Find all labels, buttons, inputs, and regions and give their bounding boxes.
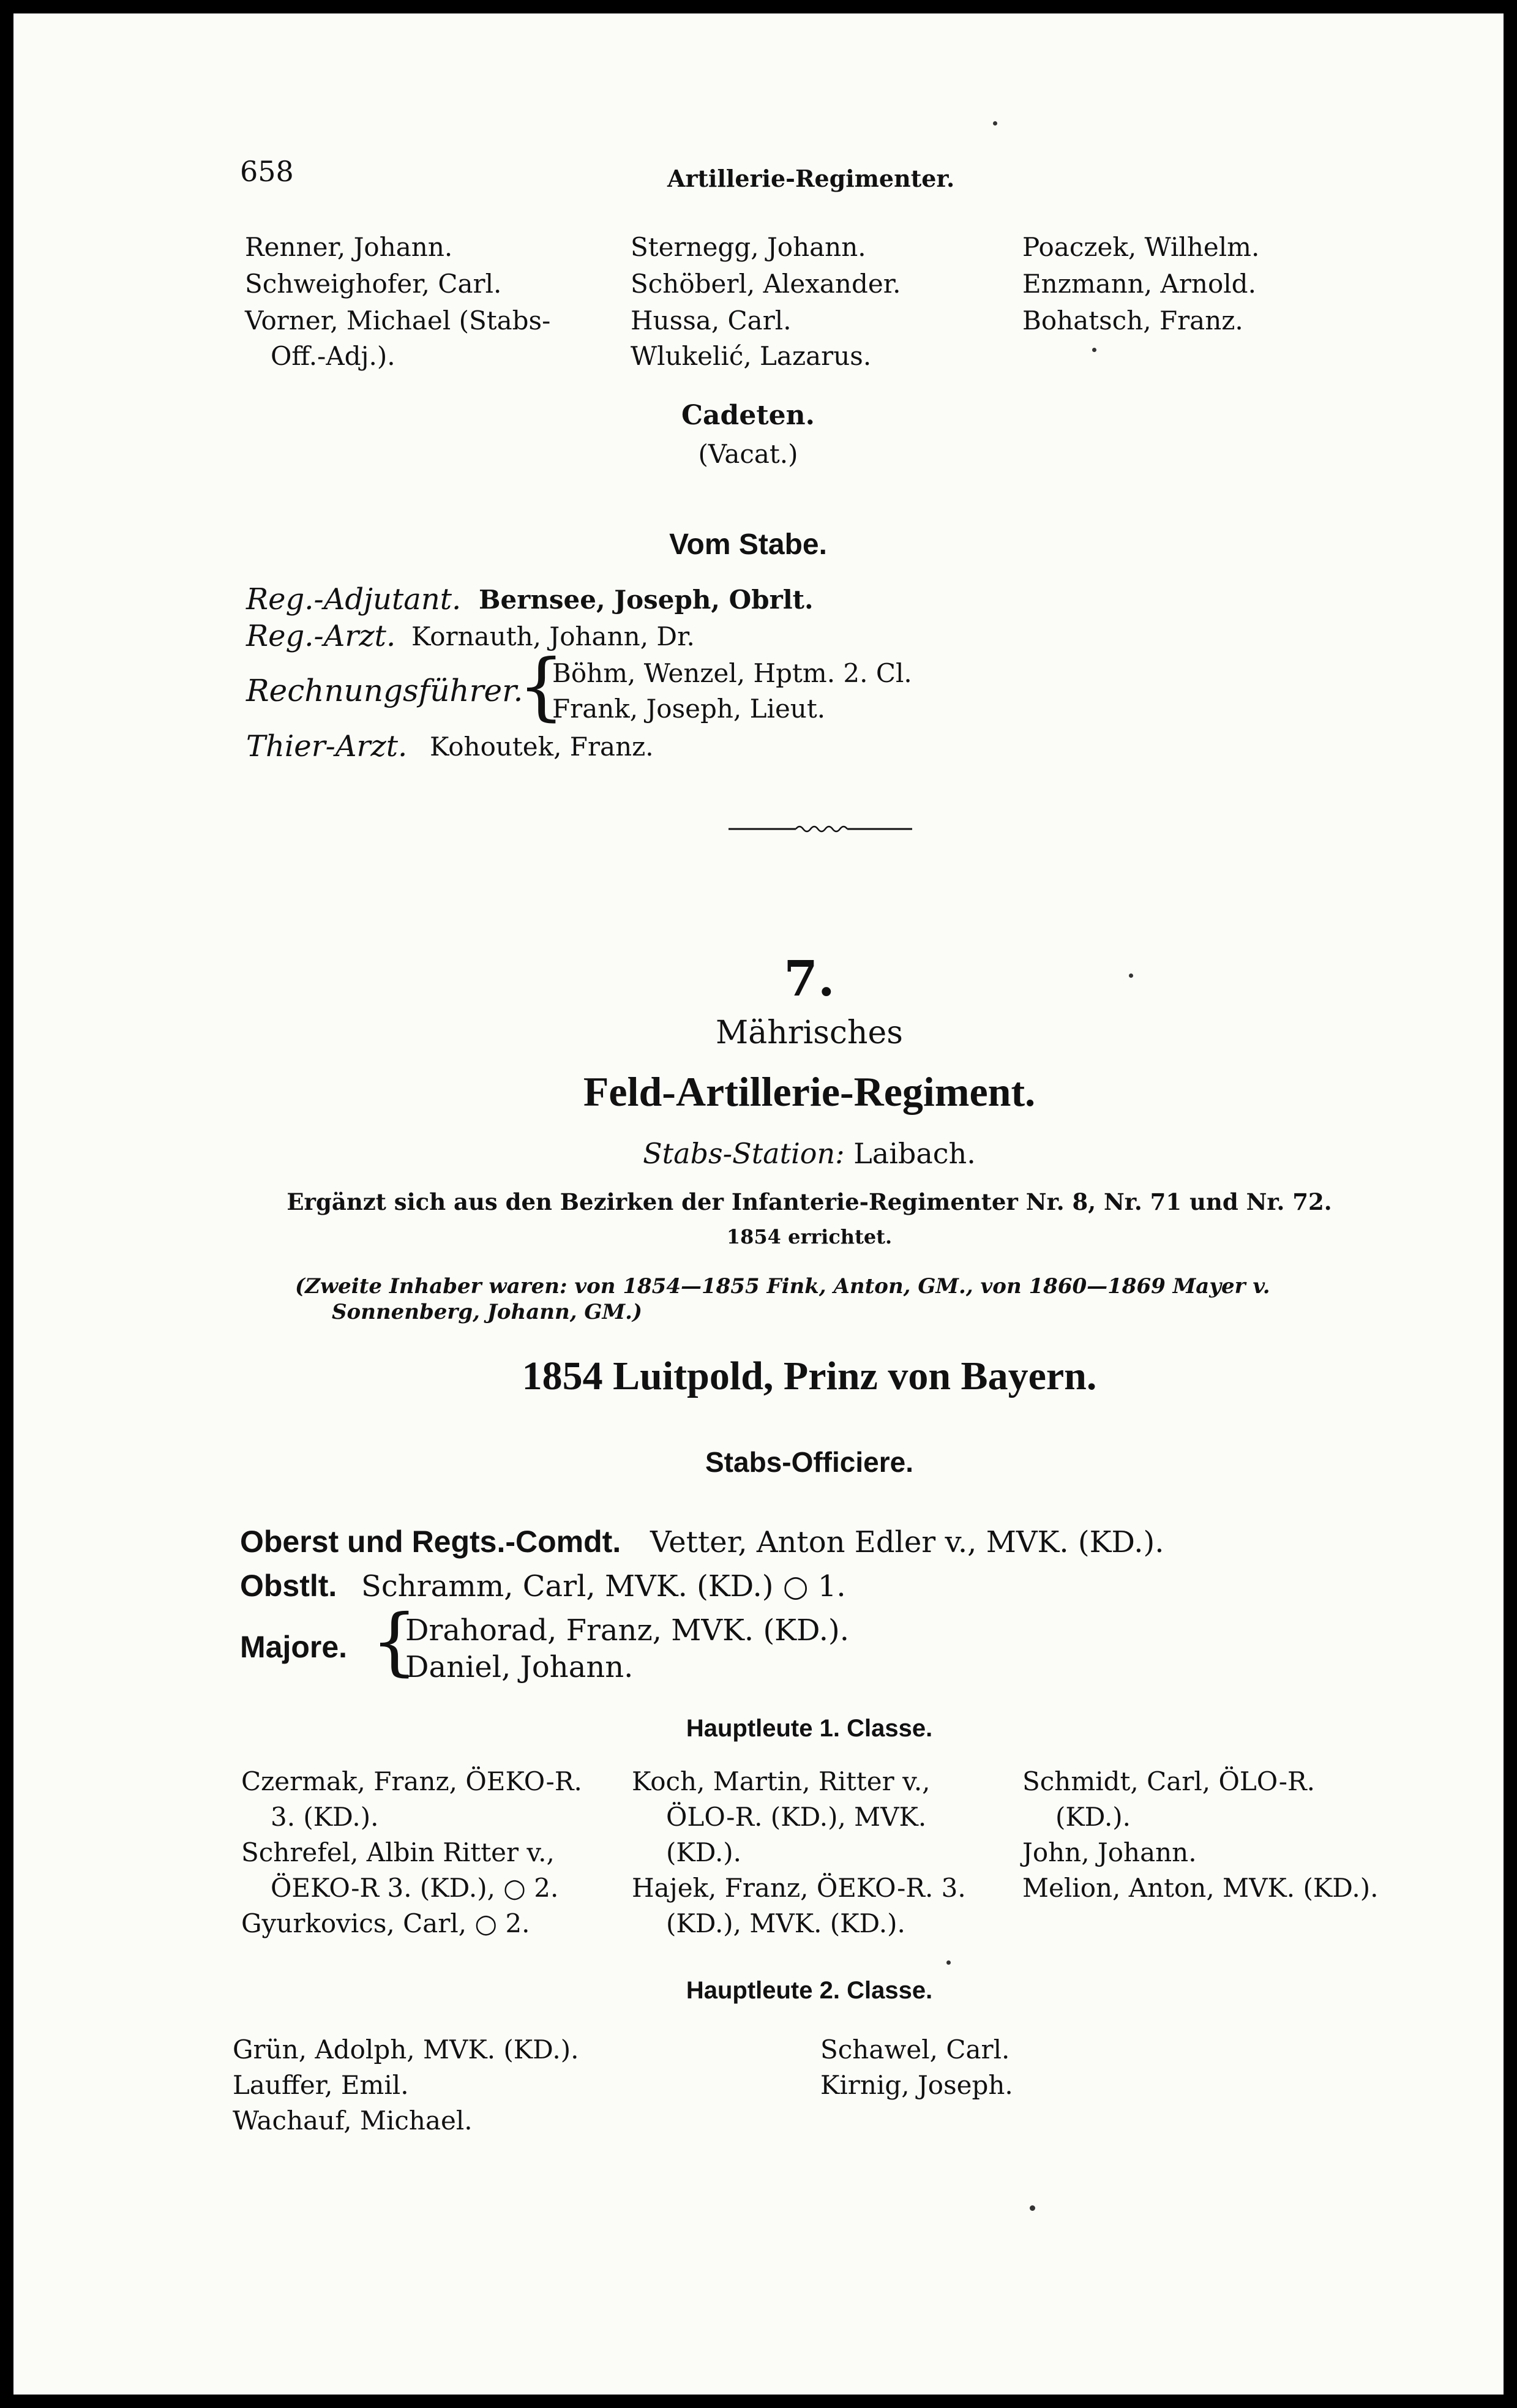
staff-name: Bernsee, Joseph, Obrlt. xyxy=(479,585,814,615)
list-item: Gyurkovics, Carl, ○ 2. xyxy=(241,1908,530,1938)
list-item: Sternegg, Johann. xyxy=(631,232,866,262)
errichtet-line: 1854 errichtet. xyxy=(726,1225,893,1248)
list-item: ÖEKO-R 3. (KD.), ○ 2. xyxy=(271,1873,559,1903)
brace-symbol: { xyxy=(518,644,565,729)
list-item: Hussa, Carl. xyxy=(631,306,792,336)
role-label: Rechnungsführer. xyxy=(246,673,523,708)
officer-name: Vetter, Anton Edler v., MVK. (KD.). xyxy=(650,1525,1164,1559)
cadeten-value: (Vacat.) xyxy=(698,439,798,469)
list-item: Koch, Martin, Ritter v., xyxy=(632,1766,931,1796)
brace-symbol: { xyxy=(371,1599,418,1684)
list-item: Kirnig, Joseph. xyxy=(820,2070,1013,2100)
role-label: Reg.-Adjutant. xyxy=(246,582,462,617)
scan-speck xyxy=(993,121,997,126)
section-heading-hauptleute-1: Hauptleute 1. Classe. xyxy=(686,1715,933,1742)
running-title: Artillerie-Regimenter. xyxy=(667,165,955,192)
list-item: Renner, Johann. xyxy=(245,232,453,262)
list-item: Grün, Adolph, MVK. (KD.). xyxy=(233,2035,579,2065)
list-item: (KD.). xyxy=(1055,1802,1131,1832)
role-label: Reg.-Arzt. xyxy=(246,619,396,653)
role-label: Thier-Arzt. xyxy=(246,729,408,763)
officer-name: Daniel, Johann. xyxy=(405,1650,634,1684)
list-item: Lauffer, Emil. xyxy=(233,2070,409,2100)
section-heading-stabs-officiere: Stabs-Officiere. xyxy=(705,1446,913,1478)
list-item: Wlukelić, Lazarus. xyxy=(631,341,872,371)
list-item: (KD.), MVK. (KD.). xyxy=(666,1908,905,1938)
rank-label: Majore. xyxy=(240,1630,348,1664)
list-item: (KD.). xyxy=(666,1837,742,1867)
staff-name: Frank, Joseph, Lieut. xyxy=(552,694,826,724)
officer-name: Schramm, Carl, MVK. (KD.) ○ 1. xyxy=(361,1569,846,1603)
station-line xyxy=(503,1138,1115,1170)
inhaber-heading: 1854 Luitpold, Prinz von Bayern. xyxy=(522,1354,1097,1398)
list-item: Vorner, Michael (Stabs- xyxy=(245,306,551,336)
staff-name: Kohoutek, Franz. xyxy=(430,732,654,762)
scan-speck xyxy=(946,1960,951,1965)
list-item: ÖLO-R. (KD.), MVK. xyxy=(666,1802,927,1832)
list-item: Schöberl, Alexander. xyxy=(631,269,901,299)
ornament-divider xyxy=(729,823,912,835)
list-item: Bohatsch, Franz. xyxy=(1022,306,1243,336)
regiment-title: Feld-Artillerie-Regiment. xyxy=(583,1068,1036,1115)
list-item: Schawel, Carl. xyxy=(820,2035,1010,2065)
list-item: Czermak, Franz, ÖEKO-R. xyxy=(241,1766,582,1796)
list-item: Melion, Anton, MVK. (KD.). xyxy=(1022,1873,1379,1903)
section-heading-vom-stabe: Vom Stabe. xyxy=(669,528,827,561)
scan-speck xyxy=(1030,2205,1035,2211)
inhaber-note: Sonnenberg, Johann, GM.) xyxy=(332,1300,643,1324)
regiment-number: 7. xyxy=(784,950,835,1007)
officer-name: Drahorad, Franz, MVK. (KD.). xyxy=(405,1613,850,1648)
scan-speck xyxy=(1092,348,1096,352)
list-item: 3. (KD.). xyxy=(271,1802,379,1832)
page-number: 658 xyxy=(240,155,294,188)
inhaber-note: (Zweite Inhaber waren: von 1854—1855 Fink, Anton, GM., von 1860—1869 Mayer v. xyxy=(295,1274,1270,1299)
book-page xyxy=(13,13,1504,2395)
list-item: Schweighofer, Carl. xyxy=(245,269,502,299)
staff-name: Kornauth, Johann, Dr. xyxy=(411,621,695,651)
section-heading-cadeten: Cadeten. xyxy=(681,400,815,431)
list-item: Wachauf, Michael. xyxy=(233,2106,473,2136)
regiment-subtitle: Mährisches xyxy=(716,1015,903,1051)
section-heading-hauptleute-2: Hauptleute 2. Classe. xyxy=(686,1977,933,2004)
list-item: Schrefel, Albin Ritter v., xyxy=(241,1837,555,1867)
station-value: Laibach. xyxy=(853,1137,976,1170)
list-item: Poaczek, Wilhelm. xyxy=(1022,232,1260,262)
staff-name: Böhm, Wenzel, Hptm. 2. Cl. xyxy=(552,658,912,688)
scan-speck xyxy=(1129,973,1133,978)
list-item: John, Johann. xyxy=(1022,1837,1197,1867)
erganzt-line: Ergänzt sich aus den Bezirken der Infanterie-Regimenter Nr. 8, Nr. 71 und Nr. 72. xyxy=(287,1188,1332,1215)
list-item: Schmidt, Carl, ÖLO-R. xyxy=(1022,1766,1315,1796)
list-item: Enzmann, Arnold. xyxy=(1022,269,1256,299)
rank-label: Oberst und Regts.-Comdt. xyxy=(240,1525,621,1559)
rank-label: Obstlt. xyxy=(240,1569,337,1603)
list-item: Hajek, Franz, ÖEKO-R. 3. xyxy=(632,1873,966,1903)
list-item: Off.-Adj.). xyxy=(271,341,395,371)
station-label: Stabs-Station: xyxy=(643,1137,845,1170)
